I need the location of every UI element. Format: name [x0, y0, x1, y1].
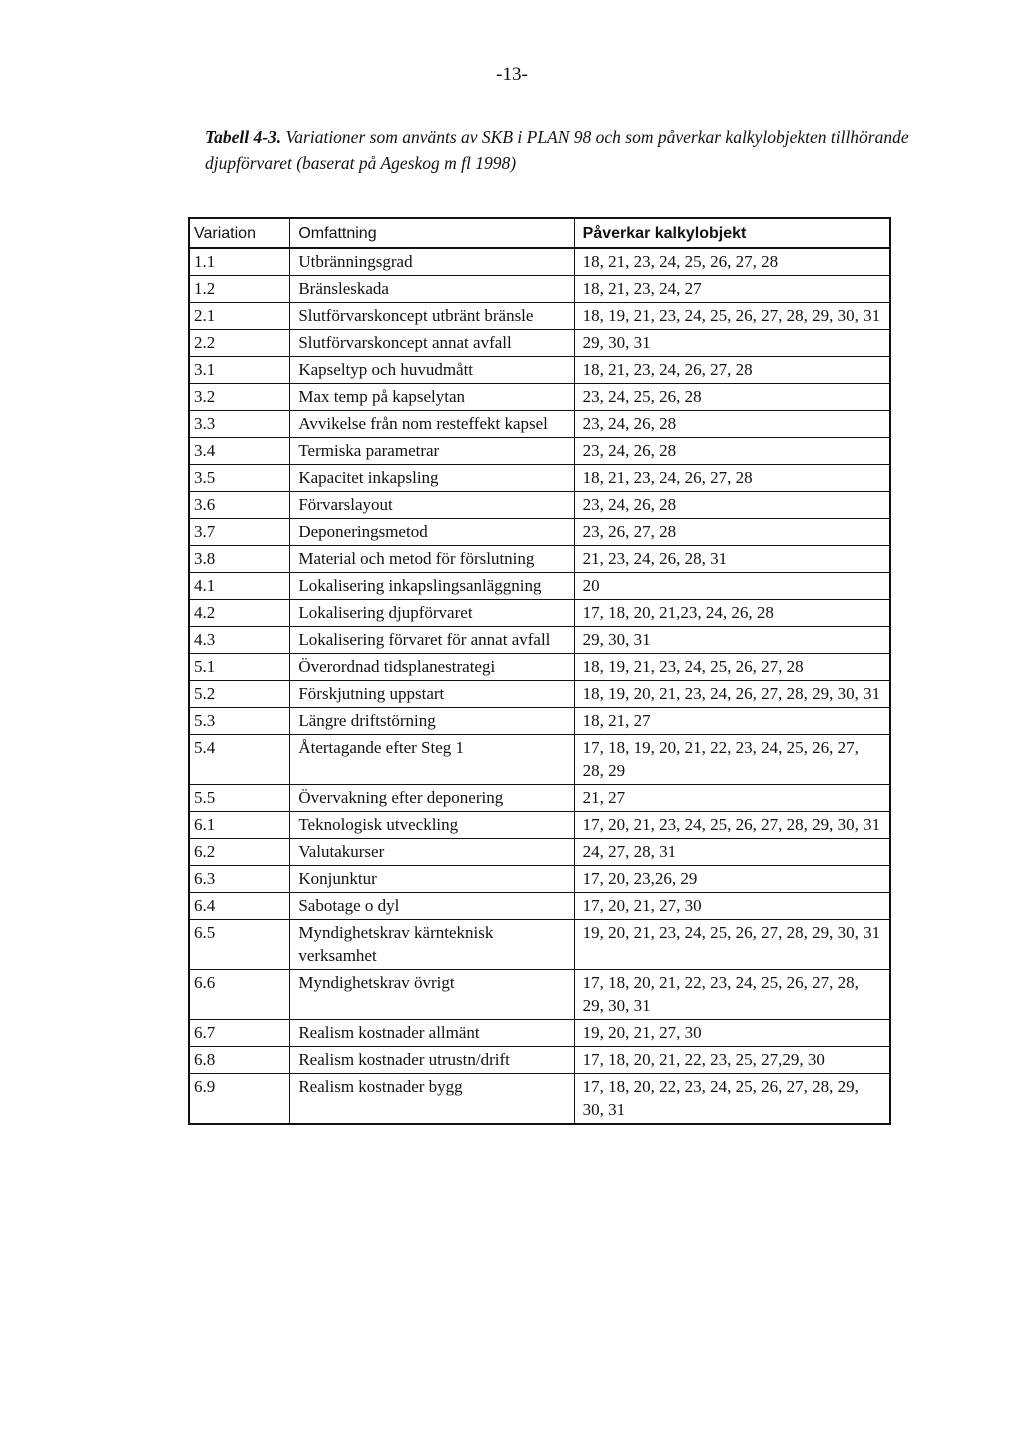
cell-variation: 1.1: [189, 248, 290, 276]
table-row: [189, 812, 890, 839]
table-row: [189, 465, 890, 492]
cell-paverkar: 17, 20, 21, 27, 30: [574, 893, 890, 920]
cell-omfattning: Myndighetskrav kärnteknisk verksamhet: [290, 920, 574, 970]
cell-variation: 6.6: [189, 970, 290, 1020]
cell-omfattning: Utbränningsgrad: [290, 248, 574, 276]
cell-paverkar: 23, 24, 26, 28: [574, 492, 890, 519]
cell-paverkar: 18, 19, 20, 21, 23, 24, 26, 27, 28, 29, 30, 31: [574, 681, 890, 708]
cell-variation: 3.7: [189, 519, 290, 546]
cell-paverkar: 23, 26, 27, 28: [574, 519, 890, 546]
caption-label: Tabell 4-3.: [205, 127, 282, 147]
cell-paverkar: 18, 21, 23, 24, 25, 26, 27, 28: [574, 248, 890, 276]
cell-paverkar: 17, 18, 19, 20, 21, 22, 23, 24, 25, 26, 27, 28, 29: [574, 735, 890, 785]
cell-paverkar: 18, 19, 21, 23, 24, 25, 26, 27, 28, 29, 30, 31: [574, 303, 890, 330]
cell-variation: 1.2: [189, 276, 290, 303]
cell-paverkar: 18, 21, 23, 24, 27: [574, 276, 890, 303]
cell-variation: 6.1: [189, 812, 290, 839]
cell-omfattning: Förvarslayout: [290, 492, 574, 519]
cell-variation: 6.5: [189, 920, 290, 970]
cell-paverkar: 18, 21, 23, 24, 26, 27, 28: [574, 465, 890, 492]
cell-paverkar: 17, 18, 20, 21, 22, 23, 25, 27,29, 30: [574, 1047, 890, 1074]
cell-paverkar: 17, 18, 20, 22, 23, 24, 25, 26, 27, 28, 29, 30, 31: [574, 1074, 890, 1125]
cell-omfattning: Bränsleskada: [290, 276, 574, 303]
cell-variation: 3.8: [189, 546, 290, 573]
variations-table: [188, 217, 891, 1125]
cell-omfattning: Realism kostnader utrustn/drift: [290, 1047, 574, 1074]
cell-omfattning: Längre driftstörning: [290, 708, 574, 735]
table-row: [189, 920, 890, 970]
caption-text: Variationer som använts av SKB i PLAN 98 och som påverkar kalkylobjekten tillhörande djupförvaret (baserat på Ageskog m fl 1998): [205, 127, 909, 173]
table-row: [189, 893, 890, 920]
cell-paverkar: 23, 24, 26, 28: [574, 438, 890, 465]
table-row: [189, 519, 890, 546]
cell-omfattning: Slutförvarskoncept utbränt bränsle: [290, 303, 574, 330]
table-row: [189, 248, 890, 276]
cell-paverkar: 23, 24, 25, 26, 28: [574, 384, 890, 411]
table-row: [189, 1047, 890, 1074]
table-row: [189, 303, 890, 330]
cell-omfattning: Konjunktur: [290, 866, 574, 893]
cell-omfattning: Lokalisering inkapslingsanläggning: [290, 573, 574, 600]
cell-variation: 6.3: [189, 866, 290, 893]
cell-omfattning: Material och metod för förslutning: [290, 546, 574, 573]
table-row: [189, 735, 890, 785]
header-paverkar: Påverkar kalkylobjekt: [574, 218, 890, 248]
cell-paverkar: 18, 21, 27: [574, 708, 890, 735]
cell-paverkar: 29, 30, 31: [574, 627, 890, 654]
cell-omfattning: Realism kostnader allmänt: [290, 1020, 574, 1047]
table-row: [189, 866, 890, 893]
cell-variation: 6.2: [189, 839, 290, 866]
table-row: [189, 438, 890, 465]
cell-variation: 6.8: [189, 1047, 290, 1074]
cell-paverkar: 21, 27: [574, 785, 890, 812]
cell-paverkar: 19, 20, 21, 23, 24, 25, 26, 27, 28, 29, 30, 31: [574, 920, 890, 970]
table-row: [189, 276, 890, 303]
page-number: -13-: [496, 64, 528, 85]
cell-variation: 3.4: [189, 438, 290, 465]
table-caption: [205, 124, 925, 176]
cell-paverkar: 23, 24, 26, 28: [574, 411, 890, 438]
cell-omfattning: Realism kostnader bygg: [290, 1074, 574, 1125]
table-row: [189, 357, 890, 384]
header-omfattning: Omfattning: [290, 218, 574, 248]
table-row: [189, 573, 890, 600]
table-row: [189, 681, 890, 708]
cell-variation: 5.2: [189, 681, 290, 708]
cell-variation: 3.5: [189, 465, 290, 492]
cell-omfattning: Kapacitet inkapsling: [290, 465, 574, 492]
header-variation: Variation: [189, 218, 290, 248]
table-row: [189, 384, 890, 411]
table-header-row: [189, 218, 890, 248]
table-row: [189, 1074, 890, 1125]
cell-omfattning: Max temp på kapselytan: [290, 384, 574, 411]
table-row: [189, 600, 890, 627]
cell-omfattning: Lokalisering förvaret för annat avfall: [290, 627, 574, 654]
table-row: [189, 492, 890, 519]
cell-omfattning: Myndighetskrav övrigt: [290, 970, 574, 1020]
cell-variation: 5.5: [189, 785, 290, 812]
table-row: [189, 970, 890, 1020]
cell-variation: 2.2: [189, 330, 290, 357]
cell-omfattning: Avvikelse från nom resteffekt kapsel: [290, 411, 574, 438]
cell-variation: 2.1: [189, 303, 290, 330]
cell-omfattning: Deponeringsmetod: [290, 519, 574, 546]
cell-variation: 5.4: [189, 735, 290, 785]
table-row: [189, 330, 890, 357]
cell-omfattning: Övervakning efter deponering: [290, 785, 574, 812]
cell-paverkar: 17, 18, 20, 21, 22, 23, 24, 25, 26, 27, 28, 29, 30, 31: [574, 970, 890, 1020]
cell-variation: 6.4: [189, 893, 290, 920]
cell-omfattning: Lokalisering djupförvaret: [290, 600, 574, 627]
table-row: [189, 839, 890, 866]
cell-variation: 3.3: [189, 411, 290, 438]
cell-variation: 4.3: [189, 627, 290, 654]
table-row: [189, 708, 890, 735]
cell-paverkar: 18, 21, 23, 24, 26, 27, 28: [574, 357, 890, 384]
cell-variation: 3.1: [189, 357, 290, 384]
cell-paverkar: 19, 20, 21, 27, 30: [574, 1020, 890, 1047]
cell-omfattning: Valutakurser: [290, 839, 574, 866]
cell-variation: 5.3: [189, 708, 290, 735]
cell-omfattning: Slutförvarskoncept annat avfall: [290, 330, 574, 357]
cell-omfattning: Teknologisk utveckling: [290, 812, 574, 839]
cell-variation: 6.9: [189, 1074, 290, 1125]
cell-omfattning: Återtagande efter Steg 1: [290, 735, 574, 785]
cell-variation: 4.2: [189, 600, 290, 627]
table-row: [189, 546, 890, 573]
cell-paverkar: 17, 18, 20, 21,23, 24, 26, 28: [574, 600, 890, 627]
cell-variation: 5.1: [189, 654, 290, 681]
cell-paverkar: 18, 19, 21, 23, 24, 25, 26, 27, 28: [574, 654, 890, 681]
cell-paverkar: 17, 20, 23,26, 29: [574, 866, 890, 893]
table-body: [189, 248, 890, 1124]
cell-omfattning: Sabotage o dyl: [290, 893, 574, 920]
table-row: [189, 785, 890, 812]
cell-variation: 6.7: [189, 1020, 290, 1047]
cell-paverkar: 24, 27, 28, 31: [574, 839, 890, 866]
table-row: [189, 1020, 890, 1047]
cell-omfattning: Överordnad tidsplanestrategi: [290, 654, 574, 681]
table-row: [189, 654, 890, 681]
table-row: [189, 411, 890, 438]
cell-paverkar: 29, 30, 31: [574, 330, 890, 357]
cell-omfattning: Kapseltyp och huvudmått: [290, 357, 574, 384]
cell-paverkar: 20: [574, 573, 890, 600]
cell-omfattning: Förskjutning uppstart: [290, 681, 574, 708]
cell-paverkar: 17, 20, 21, 23, 24, 25, 26, 27, 28, 29, 30, 31: [574, 812, 890, 839]
table-row: [189, 627, 890, 654]
cell-variation: 3.6: [189, 492, 290, 519]
cell-variation: 4.1: [189, 573, 290, 600]
cell-paverkar: 21, 23, 24, 26, 28, 31: [574, 546, 890, 573]
cell-variation: 3.2: [189, 384, 290, 411]
cell-omfattning: Termiska parametrar: [290, 438, 574, 465]
